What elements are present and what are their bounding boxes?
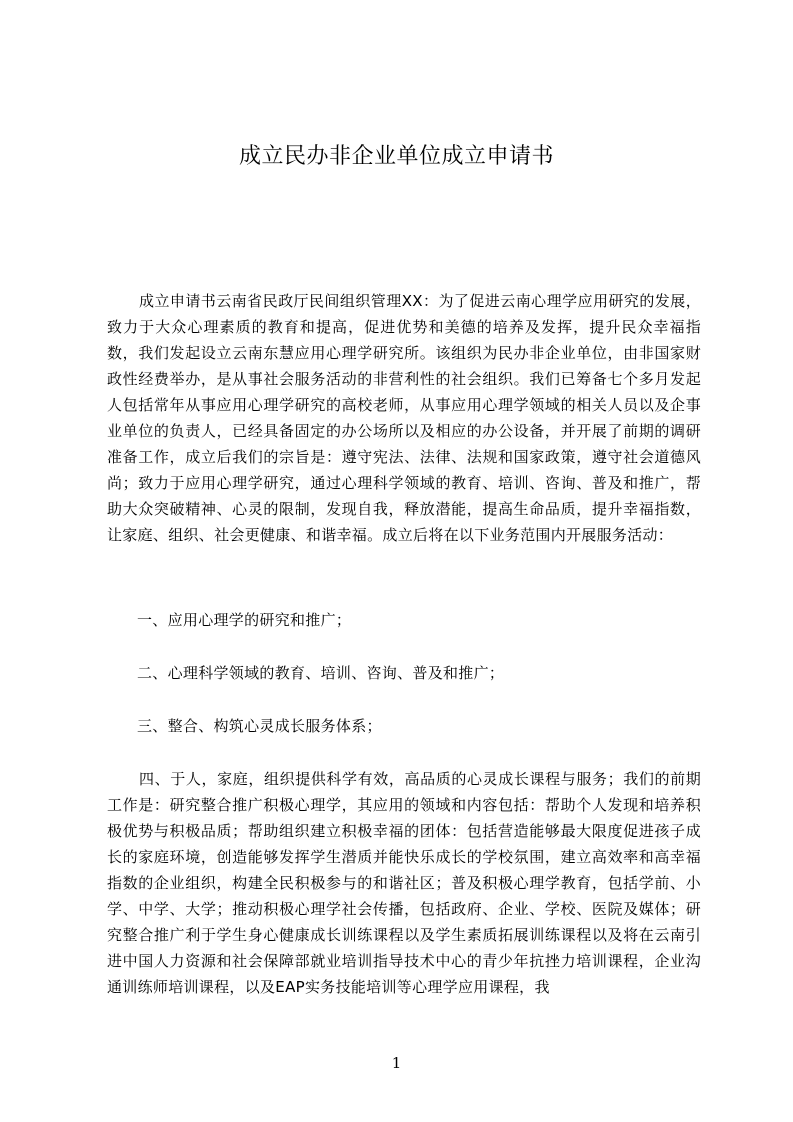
page-number: 1 — [391, 1054, 402, 1072]
document-title: 成立民办非企业单位成立申请书 — [238, 144, 554, 169]
business-scope-item-2: 二、心理科学领域的教育、培训、咨询、普及和推广； — [137, 664, 505, 682]
business-scope-item-1: 一、应用心理学的研究和推广； — [137, 611, 352, 629]
business-scope-item-4-paragraph: 四、于人，家庭，组织提供科学有效，高品质的心灵成长课程与服务；我们的前期工作是：研究整合推广积极心理学，其应用的领域和内容包括：帮助个人发现和培养积极优势与积极品质；帮助组织建立积极幸福的团体：包括营造能够最大限度促进孩子成长的家庭环境，创造能够发挥学生潜质并能快乐成长的学校氛围，建立高效率和高幸福指数的企业组织，构建全民积极参与的和谐社区；普及积极心理学教育，包括学前、小学、中学、大学；推动积极心理学社会传播，包括政府、企业、学校、医院及媒体；研究整合推广利于学生身心健康成长训练课程以及学生素质拓展训练课程以及将在云南引进中国人力资源和社会保障部就业培训指导技术中心的青少年抗挫力培训课程，企业沟通训练师培训课程，以及EAP实务技能培训等心理学应用课程，我 — [107, 770, 701, 996]
intro-paragraph: 成立申请书云南省民政厅民间组织管理XX：为了促进云南心理学应用研究的发展，致力于大众心理素质的教育和提高，促进优势和美德的培养及发挥，提升民众幸福指数，我们发起设立云南东慧应用心理学研究所。该组织为民办非企业单位，由非国家财政性经费举办，是从事社会服务活动的非营利性的社会组织。我们已筹备七个多月发起人包括常年从事应用心理学研究的高校老师，从事应用心理学领域的相关人员以及企事业单位的负责人，已经具备固定的办公场所以及相应的办公设备，并开展了前期的调研准备工作，成立后我们的宗旨是：遵守宪法、法律、法规和国家政策，遵守社会道德风尚；致力于应用心理学研究，通过心理科学领域的教育、培训、咨询、普及和推广，帮助大众突破精神、心灵的限制，发现自我，释放潜能，提高生命品质，提升幸福指数，让家庭、组织、社会更健康、和谐幸福。成立后将在以下业务范围内开展服务活动： — [107, 292, 701, 544]
business-scope-item-3: 三、整合、构筑心灵成长服务体系； — [137, 717, 382, 735]
